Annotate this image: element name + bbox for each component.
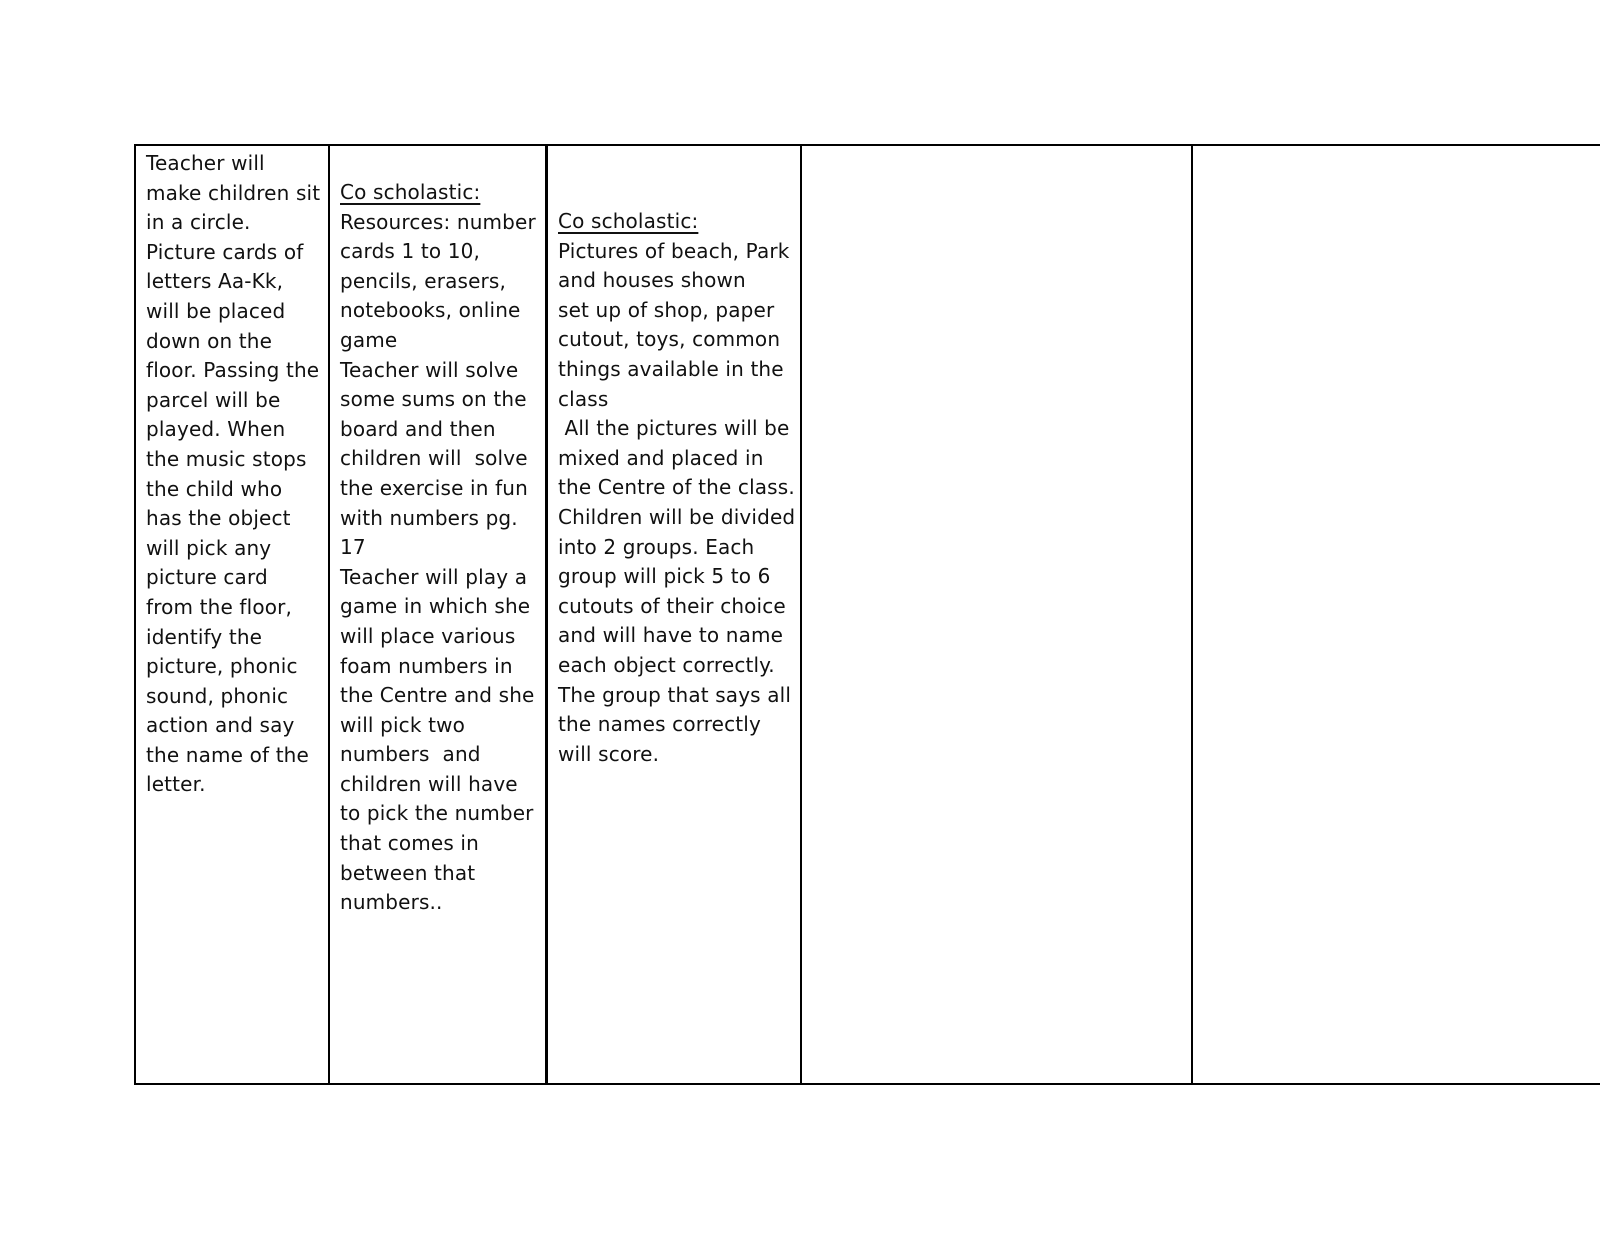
text-line: identify the: [146, 624, 263, 649]
text-line: down on the: [146, 328, 273, 353]
empty-cell-4: [802, 146, 1193, 1083]
text-line: the names correctly: [558, 712, 761, 737]
text-line: the child who: [146, 476, 283, 501]
text-line: children will solve: [340, 446, 528, 471]
text-line: from the floor,: [146, 594, 292, 619]
text-line: will pick two: [340, 712, 465, 737]
text-line: floor. Passing the: [146, 358, 320, 383]
activity-cell-3: [548, 146, 802, 1083]
text-line: game: [340, 327, 398, 352]
text-line: the Centre of the class.: [558, 475, 795, 500]
text-line: All the pictures will be: [558, 416, 790, 441]
text-line: Resources: number: [340, 209, 536, 234]
text-line: foam numbers in: [340, 653, 513, 678]
text-line: pencils, erasers,: [340, 268, 506, 293]
text-line: children will have: [340, 771, 518, 796]
text-line: Picture cards of: [146, 239, 304, 264]
text-line: to pick the number: [340, 801, 534, 826]
text-line: make children sit: [146, 180, 321, 205]
text-line: picture card: [146, 565, 268, 590]
text-line: notebooks, online: [340, 298, 521, 323]
co-scholastic-heading: Co scholastic:: [558, 209, 699, 233]
text-line: that comes in: [340, 831, 479, 856]
text-line: numbers..: [340, 890, 443, 915]
text-line: the exercise in fun: [340, 475, 528, 500]
text-line: will place various: [340, 623, 516, 648]
text-line: cutout, toys, common: [558, 327, 781, 352]
text-line: and houses shown: [558, 268, 746, 293]
text-line: the music stops: [146, 446, 307, 471]
text-line: picture, phonic: [146, 654, 298, 679]
empty-cell-5: [1193, 146, 1600, 1083]
text-line: with numbers pg.: [340, 505, 518, 530]
text-line: Pictures of beach, Park: [558, 238, 790, 263]
text-line: each object correctly.: [558, 652, 775, 677]
text-line: game in which she: [340, 594, 531, 619]
text-line: between that: [340, 860, 476, 885]
text-line: Teacher will solve: [340, 357, 519, 382]
text-line: 17: [340, 535, 366, 560]
text-line: action and say: [146, 713, 295, 738]
text-line: some sums on the: [340, 387, 527, 412]
activity-cell-1: [136, 146, 330, 1083]
text-line: Children will be divided: [558, 504, 796, 529]
activity-cell-2: [330, 146, 548, 1083]
text-line: mixed and placed in: [558, 445, 764, 470]
co-scholastic-heading: Co scholastic:: [340, 180, 481, 204]
text-line: in a circle.: [146, 210, 251, 235]
section-heading: [340, 178, 545, 208]
text-line: things available in the: [558, 356, 784, 381]
section-heading: [558, 207, 800, 237]
text-line: will pick any: [146, 535, 272, 560]
text-line: parcel will be: [146, 387, 281, 412]
text-line: has the object: [146, 506, 291, 531]
text-line: will score.: [558, 741, 660, 766]
text-line: group will pick 5 to 6: [558, 564, 771, 589]
text-line: the name of the: [146, 742, 309, 767]
text-line: letter.: [146, 772, 206, 797]
text-line: numbers and: [340, 742, 481, 767]
text-line: played. When: [146, 417, 286, 442]
text-line: cards 1 to 10,: [340, 239, 481, 264]
text-line: into 2 groups. Each: [558, 534, 755, 559]
text-line: Teacher will: [146, 151, 265, 175]
text-line: set up of shop, paper: [558, 297, 775, 322]
text-line: will be placed: [146, 298, 286, 323]
text-line: board and then: [340, 416, 496, 441]
lesson-plan-table: [134, 144, 1600, 1085]
text-line: letters Aa-Kk,: [146, 269, 284, 294]
text-line: Teacher will play a: [340, 564, 528, 589]
text-line: cutouts of their choice: [558, 593, 786, 618]
text-line: class: [558, 386, 609, 411]
text-line: and will have to name: [558, 623, 784, 648]
text-line: the Centre and she: [340, 683, 535, 708]
text-line: sound, phonic: [146, 683, 289, 708]
text-line: The group that says all: [558, 682, 792, 707]
